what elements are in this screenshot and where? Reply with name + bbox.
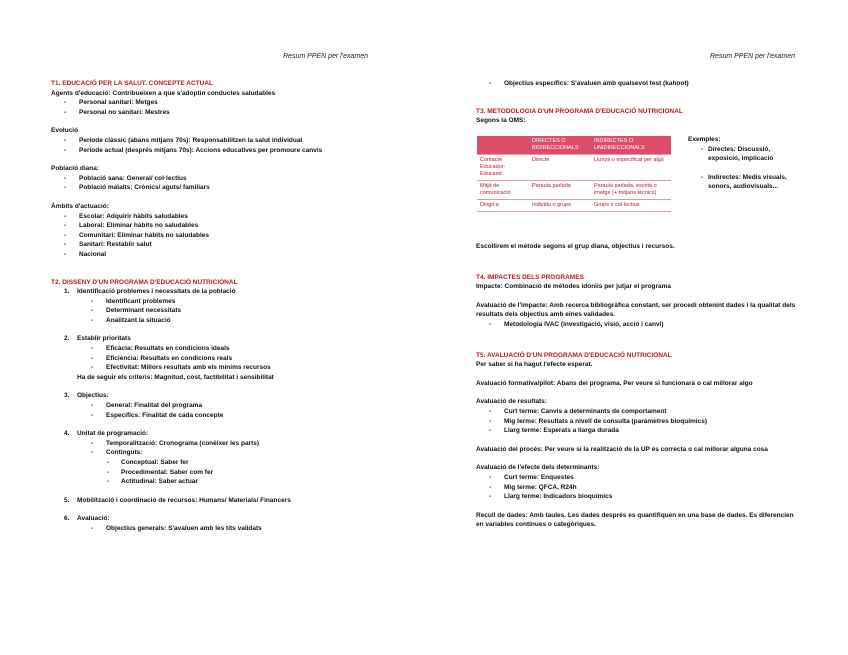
t4-title: T4. IMPACTES DELS PROGRAMES: [476, 273, 584, 281]
table-header-cell: INDIRECTES O UNIDIRECCIONALS: [591, 136, 671, 155]
list-item: - Llarg terme: Indicadors bioquímics: [476, 492, 796, 502]
list-item: - Comunitari: Eliminar hàbits no saludables: [51, 231, 381, 241]
methodology-table: [477, 136, 671, 212]
list-item: - Metodologia IVAC (investigació, visió, acció i canvi): [476, 320, 796, 330]
recull-text: Recull de dades: Amb taules. Les dades després es quantifiquen en una base de dades. Es diferencien en variables contínues o categòriques.: [476, 511, 794, 529]
numbered-item-3: 3. Objectius: - General: Finalitat del programa - Específics: Finalitat de cada concepte: [51, 391, 381, 420]
list-item: - Població sana: General/ col·lectius: [51, 174, 381, 184]
numbered-item-6: 6. Avaluació: - Objectius generals: S'avaluen amb les tits validats: [51, 514, 381, 533]
list-item: - Determinant necessitats: [51, 306, 381, 316]
list-item: - Identificant problemes: [51, 297, 381, 307]
agents-intro: Agents d'educació: Contribueixen a que s'adoptin conductes saludables: [51, 89, 276, 97]
t4-paragraph: Avaluació de l'impacte: Amb recerca bibliogràfica constant, ser procedi obtenint dades i la qualitat dels resultats dels objectius amb eines validades.: [476, 301, 796, 319]
list-item: - Mig terme: Resultats a nivell de consulta (paràmetres bioquímics): [476, 417, 796, 427]
proces-text: Avaluació del procés: Per veure si la realització de la UP és correcta o cal millorar alguna cosa: [476, 445, 768, 453]
list-item: - Eficiència: Resultats en condicions reals: [51, 354, 381, 364]
numbered-item-1: 1. Identificació problemes i necessitats de la població - Identificant problemes - Determinant necessitats - Analitzant la situació: [51, 287, 381, 325]
efecte-title: Avaluació de l'efecte dels determinants:: [476, 464, 600, 472]
evolucio-title: Evolució: [51, 127, 79, 135]
t5-intro: Per saber si ha hagut l'efecte esperat.: [476, 361, 593, 369]
list-item: - Sanitari: Restablir salut: [51, 240, 381, 250]
list-item: - Curt terme: Enquestes: [476, 473, 796, 483]
table-row: Contacte Educador-Educand Directe Llunyà o especificat per algú: [477, 155, 671, 181]
list-item: - Mig terme: QFCA, R24h: [476, 483, 796, 493]
list-item: - Personal no sanitari: Mestres: [51, 108, 381, 118]
numbered-item-2: 2. Establir prioritats - Eficàcia: Resultats en condicions ideals - Eficiència: Resultats en condicions reals - Efectivitat: Millors resultats amb els mínims recursos Ha de seguir els criteris: Magnitud, cost, factibilitat i sensibilitat: [51, 334, 381, 382]
list-item: - Llarg terme: Esperats a llarga durada: [476, 426, 796, 436]
list-item: - Laboral: Eliminar hàbits no saludables: [51, 221, 381, 231]
table-row: Dirigit a Individu o grups Grups o col·lectius: [477, 200, 671, 212]
list-item: - Nacional: [51, 250, 381, 260]
examples-title: Exemples:: [688, 136, 721, 143]
list-item: - Temporalització: Cronograma (conèixer les parts): [51, 439, 381, 449]
list-item: - Període actual (després mitjans 70s): Accions educatives per promoure canvis: [51, 146, 381, 156]
list-item: - Curt terme: Canvis a determinants de comportament: [476, 407, 796, 417]
right-bottom: [476, 242, 796, 530]
t5-title: T5. AVALUACIÓ D'UN PROGRAMA D'EDUCACIÓ NUTRICIONAL: [476, 351, 672, 359]
numbered-item-5: 5. Mobilització i coordinació de recursos: Humans/ Materials/ Financers: [64, 496, 291, 504]
list-item: - Analitzant la situació: [51, 316, 381, 326]
ambits-title: Àmbits d'actuació:: [51, 202, 109, 210]
numbered-item-4: 4. Unitat de programació: - Temporalització: Cronograma (conèixer les parts) - Continguts: - Conceptual: Saber fer - Procedimental: Saber com fer - Actitudinal: Saber actuar: [51, 429, 381, 487]
list-item: - Procedimental: Saber com fer: [51, 468, 381, 478]
t3-intro: Segons la OMS:: [476, 117, 526, 125]
list-item: - Continguts:: [51, 448, 381, 458]
list-item: - General: Finalitat del programa: [51, 401, 381, 411]
t1-title: T1. EDUCACIÓ PER LA SALUT. CONCEPTE ACTUAL: [51, 80, 214, 87]
table-header-row: [477, 136, 671, 155]
poblacio-title: Població diana:: [51, 165, 100, 173]
list-item: - Efectivitat: Millors resultats amb els mínims recursos: [51, 363, 381, 373]
list-item: - Indirectes: Medis visuals, sonors, audiovisuals...: [688, 173, 798, 192]
list-item: - Específics: Finalitat de cada concepte: [51, 411, 381, 421]
page-header: Resum PPEN per l'examen: [283, 53, 368, 60]
page-header: Resum PPEN per l'examen: [710, 53, 795, 60]
right-top: [476, 79, 796, 126]
t3-title: T3. METODOLOGIA D'UN PROGRAMA D'EDUCACIÓ NUTRICIONAL: [476, 107, 683, 115]
list-item: - Objectius específics: S'avaluen amb qualsevol test (kahoot): [476, 79, 796, 89]
table-header-cell: DIRECTES O BIDIRECCIONALS: [529, 136, 591, 155]
list-item: - Personal sanitari: Metges: [51, 98, 381, 108]
list-item: - Eficàcia: Resultats en condicions ideals: [51, 344, 381, 354]
list-item: - Directes: Discussió, exposició, implicació: [688, 145, 798, 164]
list-item: - Escolar: Adquirir hàbits saludables: [51, 212, 381, 222]
page-right: [424, 0, 848, 655]
criteria-note: Ha de seguir els criteris: Magnitud, cost, factibilitat i sensibilitat: [77, 373, 274, 381]
resultats-title: Avaluació de resultats:: [476, 398, 547, 406]
list-item: - Actitudinal: Saber actuar: [51, 477, 381, 487]
t2-title: T2. DISSENY D'UN PROGRAMA D'EDUCACIÓ NUTRICIONAL: [51, 278, 238, 286]
table-row: Mitjà de comunicació Paraula parlada Paraula parlada, escrita o imatge (+ mitjans tècnics): [477, 181, 671, 200]
t3-note: Escollirem el mètode segons el grup diana, objectius i recursos.: [476, 243, 675, 250]
list-item: - Conceptual: Saber fer: [51, 458, 381, 468]
formativa-text: Avaluació formativa/pilot: Abans del programa. Per veure si funcionarà o cal millorar algo: [476, 379, 753, 387]
t4-intro: Impacte: Combinació de mètodes idòniis per jutjar el programa: [476, 283, 672, 291]
left-column: [51, 79, 381, 534]
list-item: - Població malalts: Crònics/ aguts/ familiars: [51, 183, 381, 193]
list-item: - Objectius generals: S'avaluen amb les tits validats: [51, 524, 381, 534]
list-item: - Període clàssic (abans mitjans 70s): Responsabilitzen la salut individual: [51, 136, 381, 146]
examples-block: [688, 135, 798, 192]
